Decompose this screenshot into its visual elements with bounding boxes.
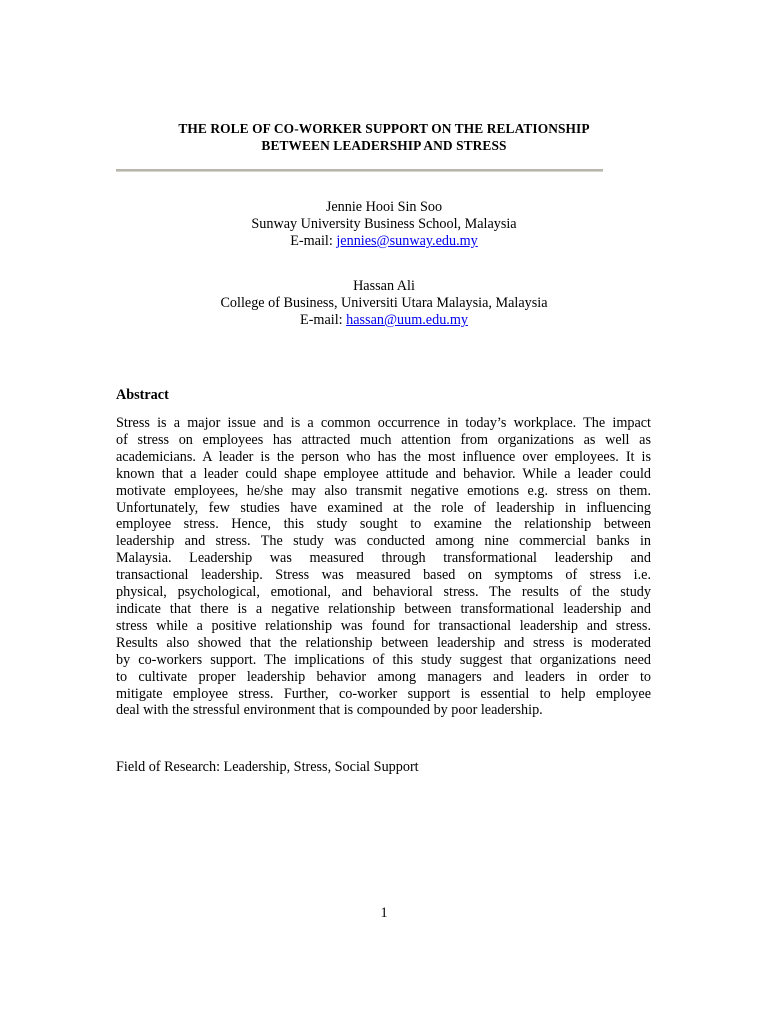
abstract-body (116, 415, 651, 719)
abstract-line: mitigate employee stress. Further, co-worker support is essential to help employee (116, 685, 651, 702)
title-divider (116, 169, 603, 172)
paper-title-line-1: THE ROLE OF CO-WORKER SUPPORT ON THE RELATIONSHIP (178, 121, 590, 136)
page-number: 1 (380, 905, 388, 921)
abstract-line: by co-workers support. The implications of this study suggest that organizations need (116, 651, 651, 668)
abstract-line: of stress on employees has attracted much attention from organizations as well as (116, 431, 651, 448)
abstract-line: Stress is a major issue and is a common occurrence in today’s workplace. The impact (116, 415, 651, 431)
email-label: E-mail: (300, 312, 347, 328)
paper-title (116, 120, 652, 154)
abstract-line: Unfortunately, few studies have examined at the role of leadership in influencing (116, 499, 651, 516)
abstract-line: known that a leader could shape employee attitude and behavior. While a leader could (116, 465, 651, 482)
email-label: E-mail: (290, 233, 337, 249)
abstract-line: transactional leadership. Stress was measured based on symptoms of stress i.e. (116, 567, 651, 584)
abstract-line: to cultivate proper leadership behavior among managers and leaders in order to (116, 668, 651, 685)
abstract-line: leadership and stress. The study was conducted among nine commercial banks in (116, 533, 651, 550)
abstract-line: motivate employees, he/she may also transmit negative emotions e.g. stress on them. (116, 482, 651, 499)
paper-title-line-2: BETWEEN LEADERSHIP AND STRESS (261, 138, 507, 153)
abstract-line: Malaysia. Leadership was measured through transformational leadership and (116, 550, 651, 567)
author-affiliation: College of Business, Universiti Utara Malaysia, Malaysia (220, 295, 548, 311)
abstract-line: stress while a positive relationship was found for transactional leadership and stress. (116, 617, 651, 634)
author-affiliation: Sunway University Business School, Malaysia (251, 216, 517, 232)
author-name: Jennie Hooi Sin Soo (325, 199, 443, 215)
field-of-research: Field of Research: Leadership, Stress, Social Support (116, 759, 419, 775)
abstract-line: Results also showed that the relationship between leadership and stress is moderated (116, 634, 651, 651)
author-email-link[interactable]: hassan@uum.edu.my (346, 312, 468, 328)
abstract-line: indicate that there is a negative relationship between transformational leadership and (116, 600, 651, 617)
abstract-line: academicians. A leader is the person who has the most influence over employees. It is (116, 448, 651, 465)
author-block-2 (116, 278, 652, 329)
author-name: Hassan Ali (353, 278, 415, 294)
abstract-line-last: deal with the stressful environment that is compounded by poor leadership. (116, 702, 543, 719)
author-block-1 (116, 199, 652, 250)
author-email-line (116, 312, 652, 329)
abstract-line: physical, psychological, emotional, and behavioral stress. The results of the study (116, 584, 651, 601)
abstract-heading: Abstract (116, 387, 169, 403)
author-email-link[interactable]: jennies@sunway.edu.my (336, 233, 478, 249)
author-email-line (116, 233, 652, 250)
abstract-line: employee stress. Hence, this study sought to examine the relationship between (116, 516, 651, 533)
